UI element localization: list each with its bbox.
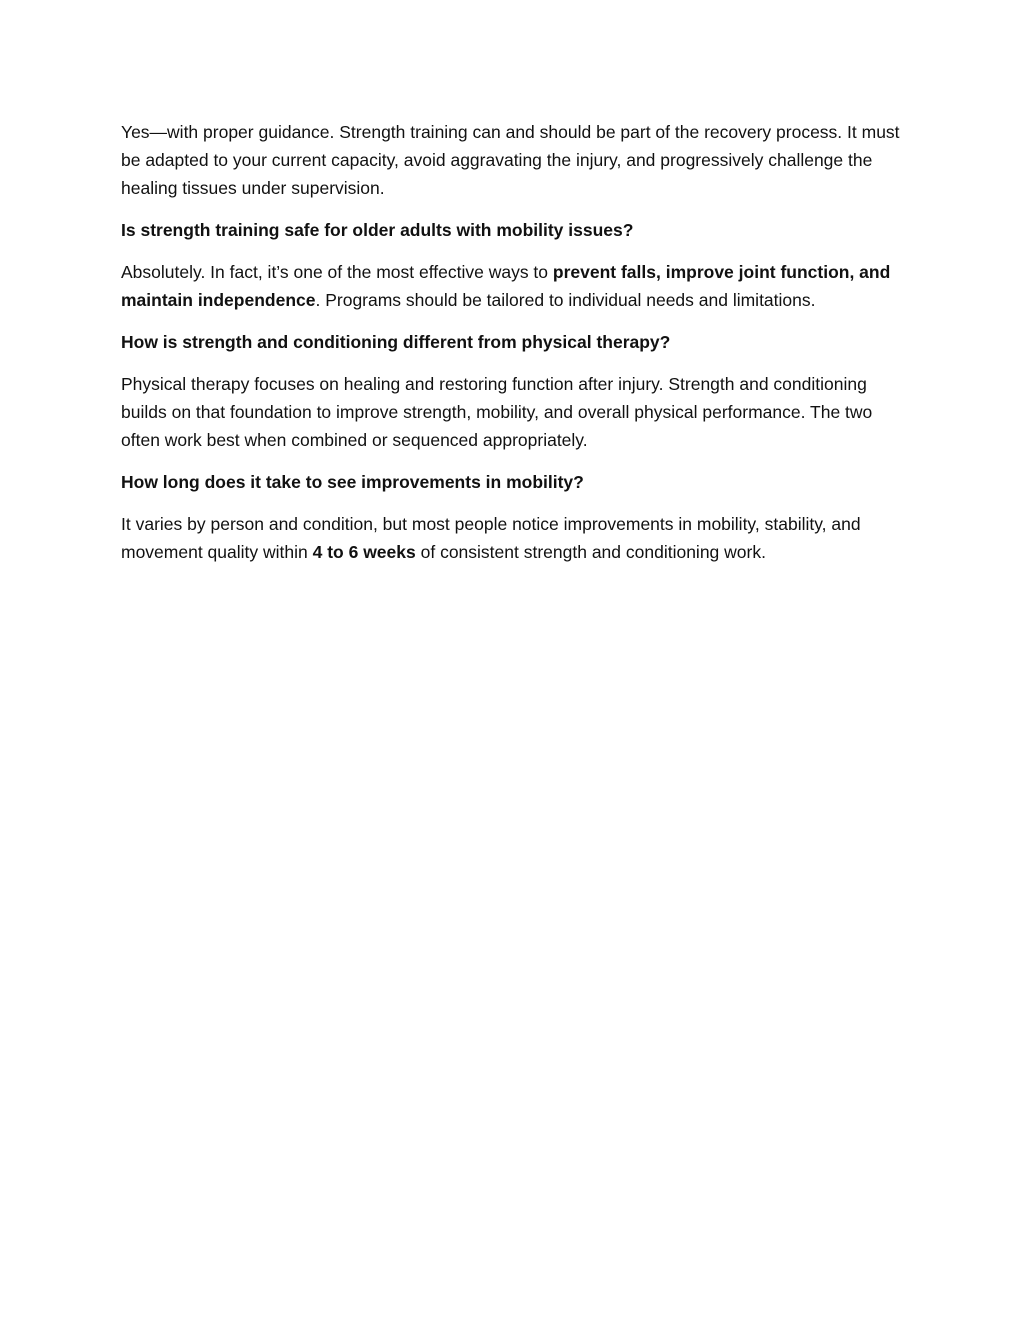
answer-text: of consistent strength and conditioning work. [415, 542, 766, 562]
faq-question-time-to-improve: How long does it take to see improvements in mobility? [121, 472, 584, 492]
intro-answer: Yes—with proper guidance. Strength training can and should be part of the recovery process. It must be adapted to your current capacity, avoid aggravating the injury, and progressively challenge the healing tissues under supervision. [121, 122, 900, 198]
faq-answer-older-adults [121, 258, 901, 314]
document-page [121, 118, 901, 580]
answer-text: . Programs should be tailored to individual needs and limitations. [315, 290, 816, 310]
faq-question-older-adults: Is strength training safe for older adults with mobility issues? [121, 220, 634, 240]
faq-answer-vs-physical-therapy: Physical therapy focuses on healing and restoring function after injury. Strength and conditioning builds on that foundation to improve strength, mobility, and overall physical performance. The two often work best when combined or sequenced appropriately. [121, 374, 873, 450]
faq-answer-time-to-improve [121, 510, 901, 566]
answer-emphasis: prevent falls, improve joint function, and maintain independence [121, 262, 891, 310]
answer-emphasis: 4 to 6 weeks [312, 542, 416, 562]
faq-question-vs-physical-therapy: How is strength and conditioning different from physical therapy? [121, 332, 671, 352]
answer-text: Absolutely. In fact, it’s one of the most effective ways to [121, 262, 553, 282]
answer-text: It varies by person and condition, but most people notice improvements in mobility, stability, and movement quality within [121, 514, 861, 562]
